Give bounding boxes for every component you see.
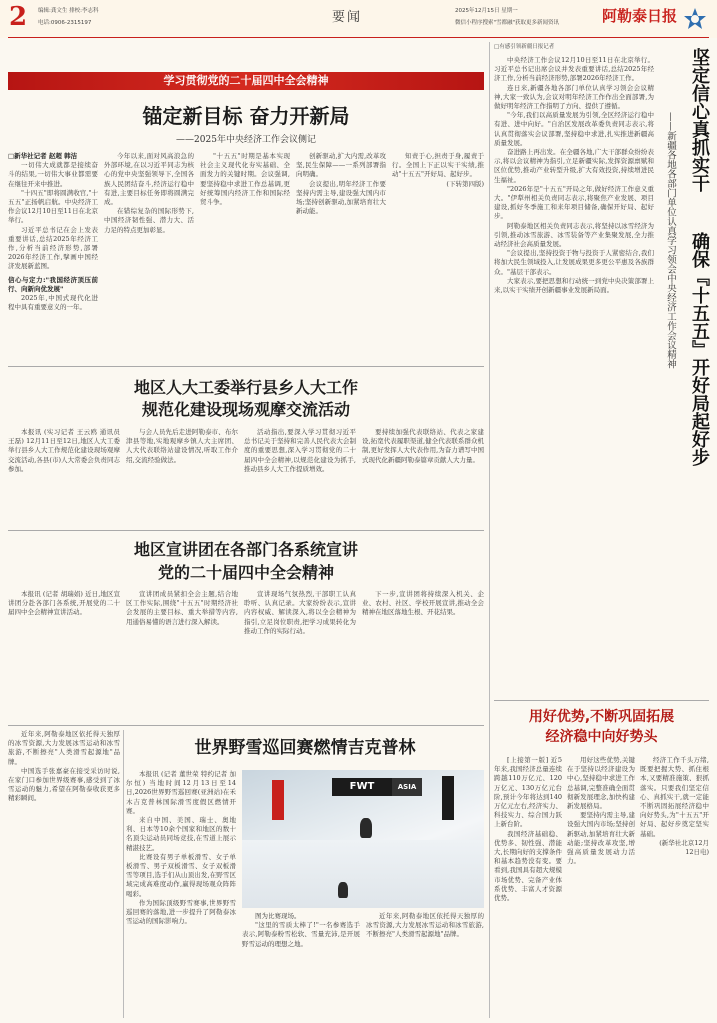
editorial-title-line1: 用好优势,不断巩固拓展 <box>528 709 675 725</box>
article-c-title: 世界野雪巡回赛燃情吉克普林 <box>194 738 416 758</box>
article-c-col-4 <box>366 912 484 1018</box>
article-b-paragraph: 宣讲现场气氛热烈,干部职工认真聆听、认真记录。大家纷纷表示,宣讲内容权威、解读深入,将以全会精神为指引,立足岗位职责,把学习成果转化为推动工作的实际行动。 <box>244 590 356 635</box>
masthead-rule <box>8 37 709 38</box>
lead-paragraph: 今年以来,面对风高浪急的外部环境,在以习近平同志为核心的党中央坚强领导下,全国各族人民团结奋斗,经济运行稳中有进,主要目标任务即将圆满完成。 <box>104 152 194 207</box>
lead-col-4 <box>296 152 386 362</box>
lead-col-1 <box>8 152 98 362</box>
column-rule <box>123 730 124 1018</box>
lead-col-2 <box>104 152 194 362</box>
lead-paragraph: 知责于心,担责于身,履责于行。全国上下正以实干实绩,推动"十五五"开好局、起好步。 <box>392 152 484 179</box>
right-paragraph: 大家表示,要把思想和行动统一到党中央决策部署上来,以实干实绩开创新疆事业发展新局面。 <box>494 276 654 295</box>
article-c-paragraph: 本报讯 (记者 董世荣 特约记者 加尔恒) 当地时间12月13日至14日,2026世界野雪巡回赛(亚洲站)在禾木吉克普林国际滑雪度假区燃情开赛。 <box>126 770 236 815</box>
lead-banner: 学习贯彻党的二十届四中全会精神 <box>8 72 484 90</box>
divider <box>8 366 484 367</box>
right-vertical-title-1: 坚定信心真抓实干 <box>689 48 710 192</box>
article-b-paragraph: 下一步,宣讲团将持续深入机关、企业、农村、社区、学校开展宣讲,推动全会精神在地区落地生根、开花结果。 <box>362 590 484 617</box>
section-title: 要闻 <box>332 10 363 25</box>
lead-paragraph: 会议提出,明年经济工作要坚持内需主导,建设强大国内市场;坚持创新驱动,加紧培育壮大新动能。 <box>296 179 386 216</box>
editor-line: 编辑:龚文生 排校:李志科 <box>38 8 99 14</box>
article-a-title-line2: 规范化建设现场观摩交流活动 <box>141 400 350 419</box>
right-paragraph: 阿勒泰地区相关负责同志表示,将坚持以冰雪经济为引领,推动冰雪旅游、冰雪装备等产业集聚发展,全力推动经济社会高质量发展。 <box>494 221 654 249</box>
article-c-paragraph: 来自中国、美国、瑞士、奥地利、日本等10余个国家和地区的数十名顶尖运动员同场竞技,在雪道上展示精湛技艺。 <box>126 816 236 852</box>
article-a-col-4 <box>362 428 484 526</box>
right-paragraph: 中央经济工作会议12月10日至11日在北京举行。习近平总书记出席会议并发表重要讲话,总结2025年经济工作,分析当前经济形势,部署2026年经济工作。 <box>494 56 654 83</box>
article-a-paragraph: 本报讯 (实习记者 王云鸥 通讯员 王磊) 12月11日至12日,地区人大工委举行县乡人大工作规范化建设现场观摩交流活动,各县(市)人大常委会负责同志参加。 <box>8 428 120 473</box>
flag-icon <box>442 776 454 820</box>
phone-line: 电话:0906-2315197 <box>38 20 92 26</box>
article-b-paragraph: 宣讲团成员紧扣全会主题,结合地区工作实际,围绕"十五五"时期经济社会发展的主要目标、重大举措等内容,用通俗易懂的语言进行深入解读。 <box>126 590 238 626</box>
article-a-paragraph: 活动指出,要深入学习贯彻习近平总书记关于坚持和完善人民代表大会制度的重要思想,深入学习贯彻党的二十届四中全会精神,以规范化建设为抓手,推动县乡人大工作提质增效。 <box>244 428 356 473</box>
lead-subheadline: ——2025年中央经济工作会议侧记 <box>176 135 316 145</box>
wechat-line: 微信小程序搜索"雪都融"获取更多新闻资讯 <box>455 20 560 26</box>
article-a-col-3 <box>244 428 356 526</box>
editorial-paragraph: [上接第一版] 近5年来,我国经济总量连续跨越110万亿元、120万亿元、130万亿元台阶,预计今年将达到140万亿元左右,经济实力、科技实力、综合国力跃上新台阶。 <box>494 756 562 829</box>
article-b-paragraph: 本报讯 (记者 胡瑞娟) 近日,地区宣讲团分赴各部门各系统,开展党的二十届四中全会精神宣讲活动。 <box>8 590 120 617</box>
editorial-col-1 <box>494 756 562 1018</box>
divider <box>494 700 709 701</box>
article-c-col-1 <box>8 730 120 1018</box>
article-c-paragraph: 近年来,阿勒泰地区依托得天独厚的冰雪资源,大力发展冰雪运动和冰雪旅游,不断擦亮"人类滑雪起源地"品牌。 <box>8 730 120 766</box>
photo-caption: 图为比赛现场。 <box>255 912 301 920</box>
article-c-col-2 <box>126 770 236 1018</box>
lead-paragraph: "十五五"时期是基本实现社会主义现代化夯实基础、全面发力的关键时期。会议强调,要坚持稳中求进工作总基调,更好统筹国内经济工作和国际经贸斗争。 <box>200 152 290 207</box>
divider <box>8 725 484 726</box>
editorial-paragraph: 要坚持内需主导,建设强大国内市场;坚持创新驱动,加紧培育壮大新动能;坚持改革攻坚,增强高质量发展动力活力。 <box>567 811 635 866</box>
article-c-paragraph: 比赛设有男子单板滑雪、女子单板滑雪、男子双板滑雪、女子双板滑雪等项目,选手们从山顶出发,在野雪区域完成高难度动作,赢得现场观众阵阵喝彩。 <box>126 852 236 898</box>
article-a-col-1 <box>8 428 120 526</box>
lead-paragraph: 一切伟大成就都是接续奋斗的结果,一切伟大事业都需要在继往开来中推进。 <box>8 161 98 188</box>
right-vertical-subtitle: ——新疆各地各部门单位认真学习领会中央经济工作会议精神 <box>665 112 676 369</box>
lead-headline: 锚定新目标 奋力开新局 <box>142 104 350 128</box>
editorial-col-3 <box>640 756 709 1018</box>
article-c-paragraph: 作为国际顶级野雪赛事,世界野雪巡回赛的落地,进一步提升了阿勒泰冰雪运动的国际影响力。 <box>126 898 236 926</box>
photo-banner-sub: ASIA <box>392 778 422 796</box>
date-line: 2025年12月15日 星期一 <box>455 8 518 14</box>
lead-paragraph: 在错综复杂的国际形势下,中国经济韧性强、潜力大、活力足的特点更加彰显。 <box>104 207 194 234</box>
article-c-paragraph: 近年来,阿勒泰地区依托得天独厚的冰雪资源,大力发展冰雪运动和冰雪旅游,不断擦亮"人类滑雪起源地"品牌。 <box>366 912 484 939</box>
ski-race-photo <box>242 770 484 908</box>
article-b-title-line1: 地区宣讲团在各部门各系统宣讲 <box>133 540 358 559</box>
article-c-col-3 <box>242 912 360 1018</box>
lead-col-3 <box>200 152 290 362</box>
article-b-title-line2: 党的二十届四中全会精神 <box>157 563 334 582</box>
logo-emblem-icon <box>683 7 707 31</box>
editorial-paragraph: 用好这些优势,关键在于坚持以经济建设为中心,坚持稳中求进工作总基调,完整准确全面贯彻新发展理念,加快构建新发展格局。 <box>567 756 635 811</box>
lead-continued: (下转第四版) <box>446 179 484 188</box>
article-a-paragraph: 要持续加强代表联络站、代表之家建设,拓宽代表履职渠道,健全代表联系群众机制,更好发挥人大代表作用,为奋力谱写中国式现代化新疆阿勒泰篇章贡献人大力量。 <box>362 428 484 464</box>
right-paragraph: "2026年是"十五五"开局之年,做好经济工作意义重大。"伊犁州相关负责同志表示,将聚焦产业发展、项目建设,抓好冬季施工和来年项目储备,确保开好局、起好步。 <box>494 184 654 221</box>
editorial-title-line2: 经济稳中向好势头 <box>545 729 658 745</box>
article-b-col-4 <box>362 590 484 720</box>
page-number: 2 <box>9 2 28 32</box>
snow-slope <box>242 840 484 908</box>
column-rule <box>489 42 490 1018</box>
lead-col-5 <box>392 152 484 362</box>
editorial-paragraph: 我国经济基础稳、优势多、韧性强、潜能大,长期向好的支撑条件和基本趋势没有变。要看到,我国具有超大规模市场优势、完备产业体系优势、丰富人才资源优势。 <box>494 829 562 903</box>
lead-paragraph: 2025年,中国式现代化进程中具有重要意义的一年。 <box>8 294 98 312</box>
lead-paragraph: 习近平总书记在会上发表重要讲话,总结2025年经济工作,分析当前经济形势,部署2026年经济工作,擘画中国经济发展新蓝图。 <box>8 225 98 271</box>
lead-paragraph: 创新驱动,扩大内需,改革攻坚,民生保障——一系列部署指向明确。 <box>296 152 386 179</box>
article-b-col-2 <box>126 590 238 720</box>
photo-banner: FWT <box>332 778 392 796</box>
lead-subhead: 信心与定力:"我国经济顶压前行、向新向优发展" <box>8 275 98 293</box>
editorial-paragraph: 经济工作千头万绪,既要把握大势、抓住根本,又要精准施策、狠抓落实。只要我们坚定信心、真抓实干,就一定能不断巩固拓展经济稳中向好势头,为"十五五"开好局、起好步奠定坚实基础。 <box>640 756 709 838</box>
flag-icon <box>272 780 284 820</box>
right-vertical-title-2: 确保『十五五』开好局起好步 <box>689 232 710 466</box>
right-paragraph: "今年,我们以高质量发展为引领,全区经济运行稳中有进、进中向好。"自治区发展改革委负责同志表示,将认真贯彻落实会议部署,坚持稳中求进,扎实推进新疆高质量发展。 <box>494 111 654 147</box>
article-c-paragraph: 中国选手张嘉豪在接受采访时说,在家门口参加世界级赛事,感受到了冰雪运动的魅力,希望在阿勒泰收获更多精彩瞬间。 <box>8 766 120 803</box>
right-paragraph: 奋进路上再出发。在全疆各地,广大干部群众纷纷表示,将以会议精神为指引,立足新疆实际,发挥资源禀赋和区位优势,推动产业转型升级,扩大有效投资,持续增进民生福祉。 <box>494 148 654 184</box>
right-kicker: □有感引领新疆日报记者 <box>494 44 555 50</box>
right-paragraph: 连日来,新疆各地各部门单位认真学习领会会议精神,大家一致认为,会议对明年经济工作作出全面部署,为做好明年经济工作指明了方向、提供了遵循。 <box>494 83 654 111</box>
lead-byline: □新华社记者 赵超 韩洁 <box>8 152 78 160</box>
editorial-footer: (新华社北京12月12日电) <box>659 838 709 857</box>
divider <box>8 530 484 531</box>
article-a-paragraph: 与会人员先后走进阿勒泰市、布尔津县等地,实地观摩乡镇人大主席团、人大代表联络站建设情况,听取工作介绍,交流经验做法。 <box>126 428 238 464</box>
editorial-col-2 <box>567 756 635 1018</box>
skier-figure <box>360 818 372 838</box>
right-col-1 <box>494 56 654 696</box>
article-c-paragraph: "这里的雪质太棒了!"一名参赛选手表示,阿勒泰粉雪松软、雪量充沛,是开展野雪运动的理想之地。 <box>242 921 360 948</box>
newspaper-logo: 阿勒泰日报 <box>601 7 677 25</box>
article-b-col-1 <box>8 590 120 720</box>
article-a-col-2 <box>126 428 238 526</box>
skier-figure <box>338 882 348 898</box>
lead-paragraph: "十四五"即将圆满收官,"十五五"正扬帆启航。中央经济工作会议12月10日至11日在北京举行。 <box>8 188 98 225</box>
right-paragraph: "会议提出,坚持投资于物与投资于人紧密结合,我们将加大民生领域投入,让发展成果更多更公平惠及各族群众。"基层干部表示。 <box>494 249 654 276</box>
article-b-col-3 <box>244 590 356 720</box>
article-a-title-line1: 地区人大工委举行县乡人大工作 <box>133 378 358 397</box>
